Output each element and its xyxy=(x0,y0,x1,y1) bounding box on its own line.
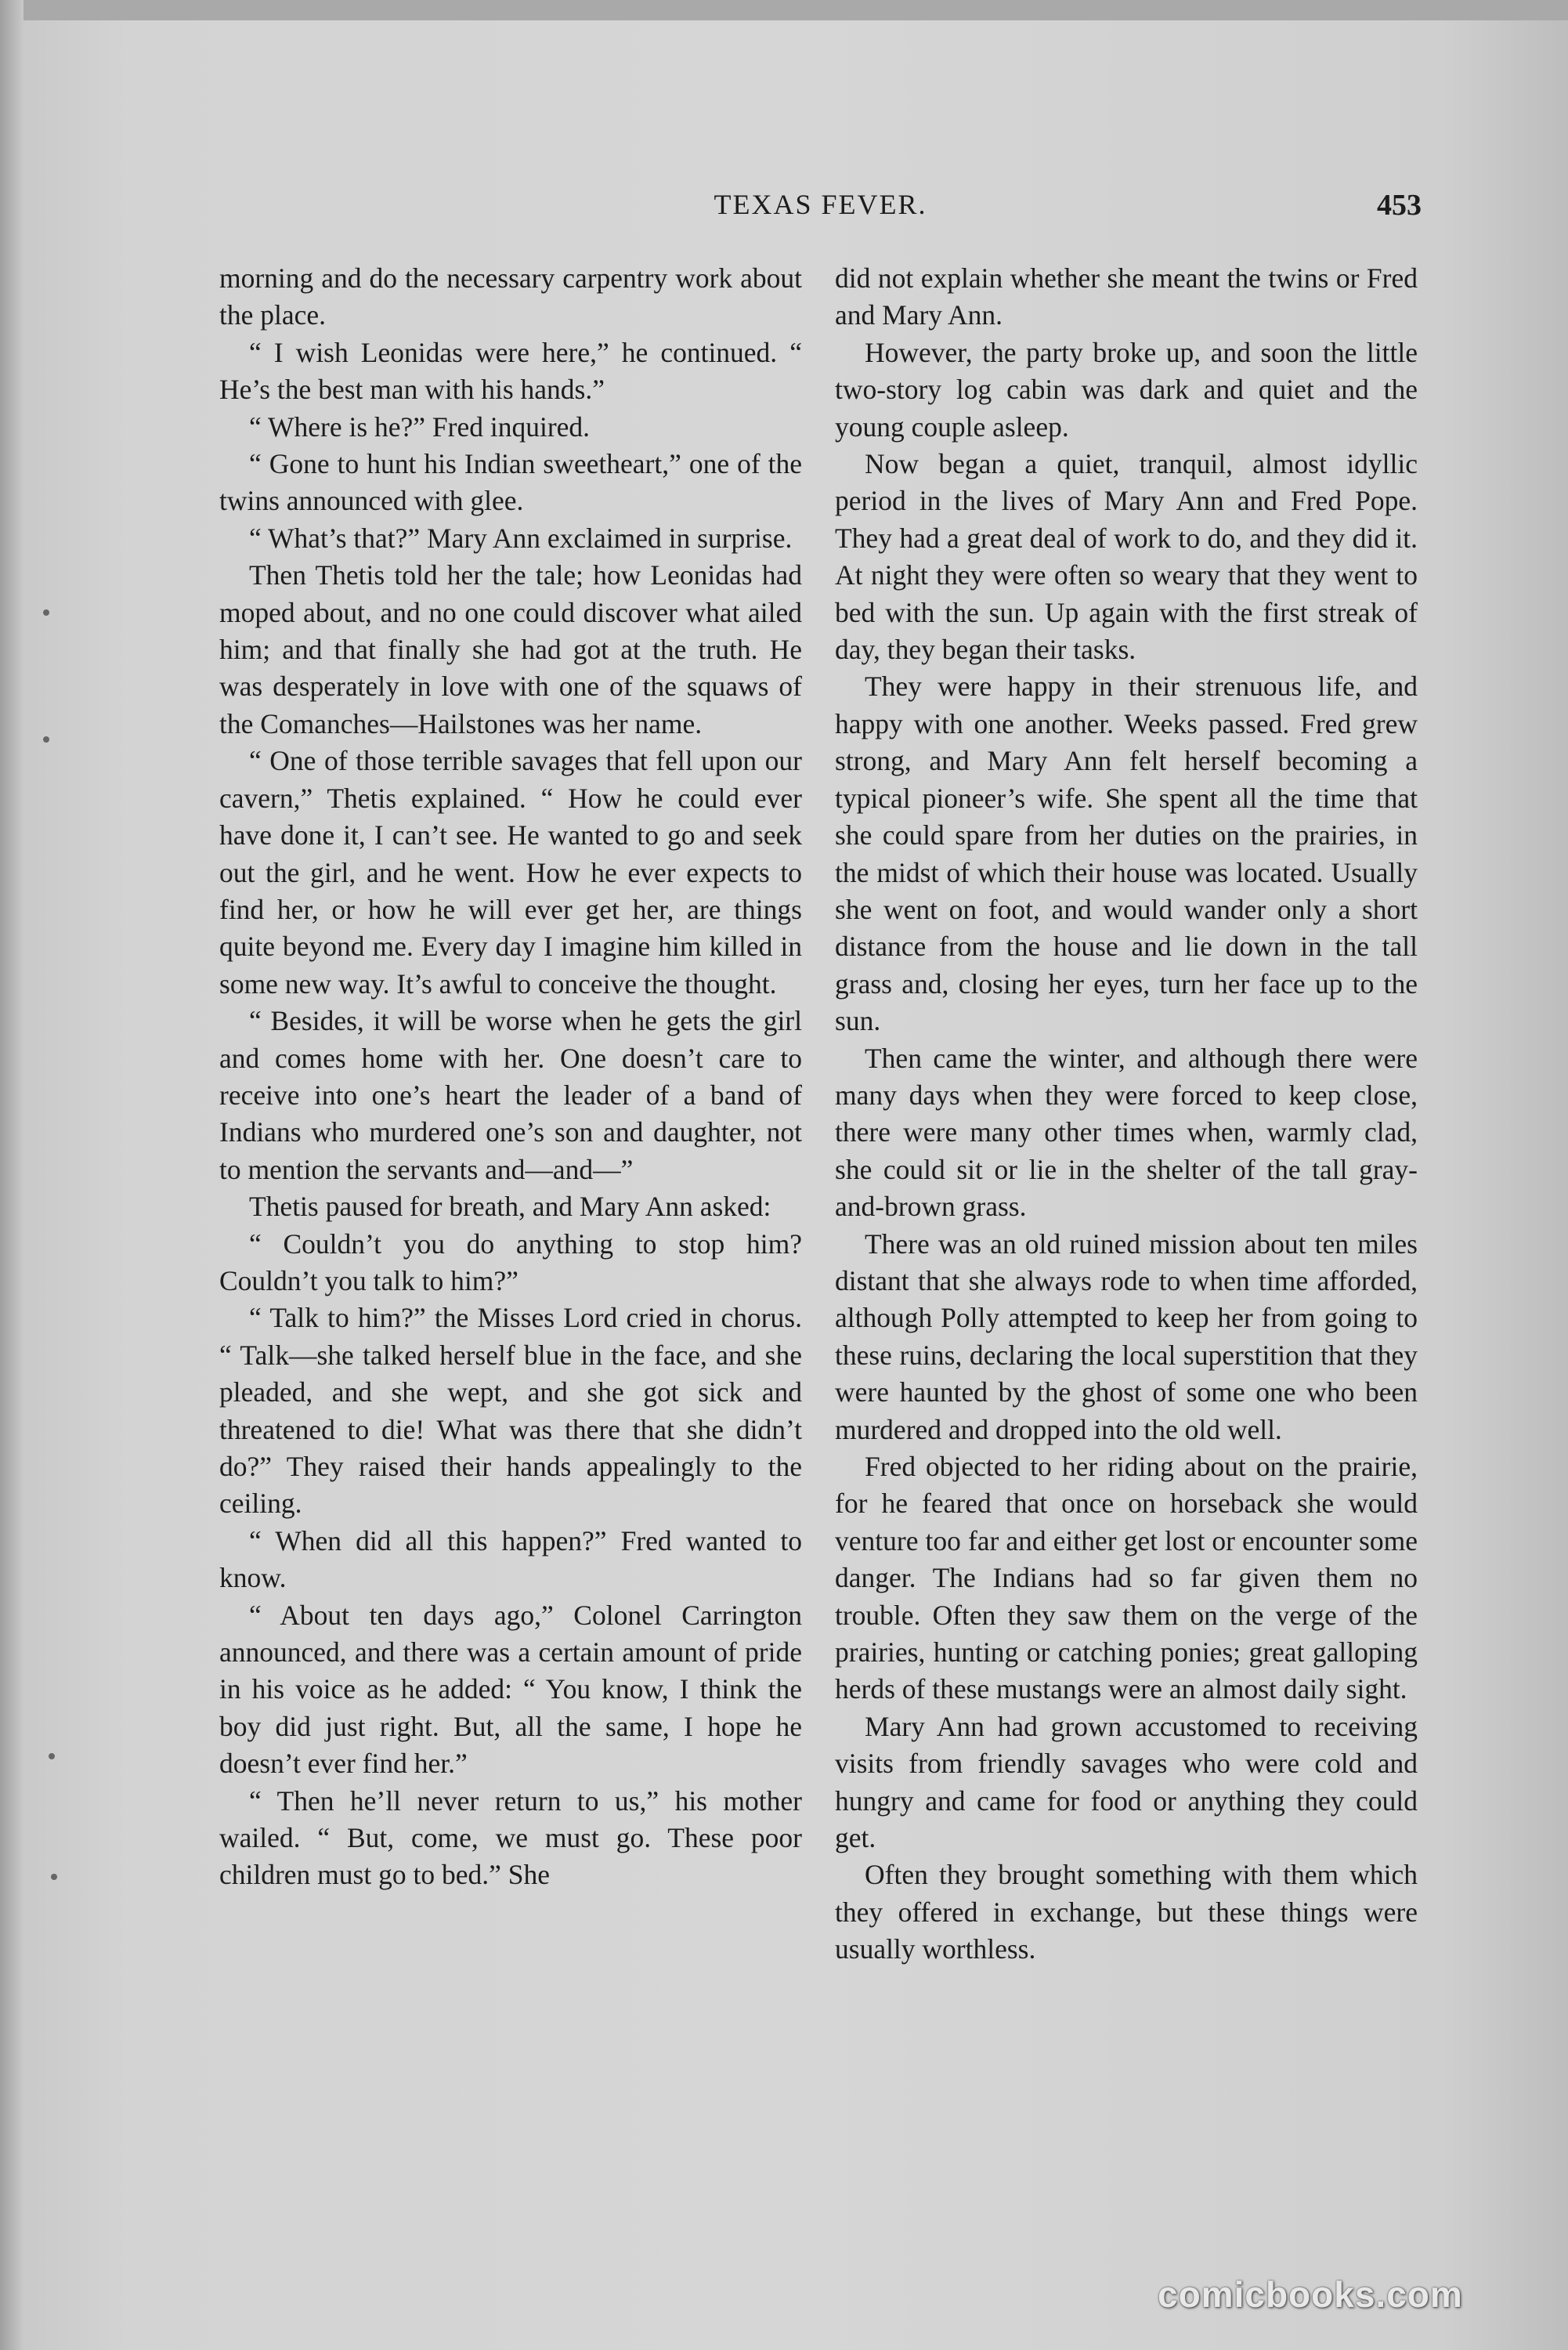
scan-speck xyxy=(43,609,49,616)
paragraph: “ Then he’ll never return to us,” his mother wailed. “ But, come, we must go. These poor children must go to bed.” She xyxy=(219,1784,802,1891)
paragraph: Often they brought something with them which they offered in exchange, but these things were usually worthless. xyxy=(835,1859,1418,1965)
paragraph: Mary Ann had grown accustomed to receiving visits from friendly savages who were cold and hungry and came for food or anything they could get. xyxy=(835,1710,1418,1854)
page-top-edge xyxy=(0,0,1568,20)
paragraph: There was an old ruined mission about ten miles distant that she always rode to when time afforded, although Polly attempted to keep her from going to these ruins, declaring the local superstition that they were haunted by the ghost of some one who been murdered and dropped into the old well. xyxy=(835,1227,1418,1445)
watermark-logo: comicbooks.com xyxy=(1158,2274,1463,2315)
paragraph: They were happy in their strenuous life, and happy with one another. Weeks passed. Fred grew strong, and Mary Ann felt herself becoming a typical pioneer’s wife. She spent all the time that she could spare from her duties on the prairies, in the midst of which their house was located. Usually she went on foot, and would wander only a short distance from the house and lie down in the tall grass and, closing her eyes, turn her face up to the sun. xyxy=(835,671,1418,1037)
paragraph: Then came the winter, and although there were many days when they were forced to keep close, there were many other times when, warmly clad, she could sit or lie in the shelter of the tall gray-and-brown grass. xyxy=(835,1042,1418,1223)
paragraph: “ I wish Leonidas were here,” he continued. “ He’s the best man with his hands.” xyxy=(219,336,802,406)
paragraph: Fred objected to her riding about on the prairie, for he feared that once on horseback she would venture too far and either get lost or encounter some danger. The Indians had so far given them no trouble. Often they saw them on the verge of the prairies, hunting or catching ponies; great galloping herds of these mustangs were an almost daily sight. xyxy=(835,1451,1418,1705)
running-head xyxy=(219,188,1422,232)
paragraph: Thetis paused for breath, and Mary Ann asked: xyxy=(249,1191,771,1223)
scan-speck xyxy=(49,1753,55,1759)
scan-speck xyxy=(43,736,49,743)
paragraph: did not explain whether she meant the twins or Fred and Mary Ann. xyxy=(835,262,1418,331)
running-title: TEXAS FEVER. xyxy=(714,189,927,220)
paragraph: “ Couldn’t you do anything to stop him? Couldn’t you talk to him?” xyxy=(219,1227,802,1296)
paragraph: “ Gone to hunt his Indian sweetheart,” one of the twins announced with glee. xyxy=(219,448,802,517)
page-number: 453 xyxy=(1377,189,1422,222)
paragraph: “ Besides, it will be worse when he gets the girl and comes home with her. One doesn’t care to receive into one’s heart the leader of a band of Indians who murdered one’s son and daughter, not to mention the servants and—and—” xyxy=(219,1005,802,1185)
paragraph: Then Thetis told her the tale; how Leonidas had moped about, and no one could discover what ailed him; and that finally she had got at the truth. He was desperately in love with one of the squaws of the Comanches—Hailstones was her name. xyxy=(219,559,802,739)
scan-speck xyxy=(51,1874,57,1880)
left-column xyxy=(219,260,802,1894)
paragraph: “ Talk to him?” the Misses Lord cried in chorus. “ Talk—she talked herself blue in the face, and she pleaded, and she wept, and she got sick and threatened to die! What was there that she didn’t do?” They raised their hands appealingly to the ceiling. xyxy=(219,1302,802,1520)
paragraph: “ Where is he?” Fred inquired. xyxy=(249,410,591,443)
paragraph: “ What’s that?” Mary Ann exclaimed in surprise. xyxy=(249,522,793,554)
paragraph: Now began a quiet, tranquil, almost idyllic period in the lives of Mary Ann and Fred Pope. They had a great deal of work to do, and they did it. At night they were often so weary that they went to bed with the sun. Up again with the first streak of day, they began their tasks. xyxy=(835,448,1418,666)
paragraph: However, the party broke up, and soon the little two-story log cabin was dark and quiet and the young couple asleep. xyxy=(835,336,1418,443)
paragraph: “ About ten days ago,” Colonel Carrington announced, and there was a certain amount of pride in his voice as he added: “ You know, I think the boy did just right. But, all the same, I hope he doesn’t ever find her.” xyxy=(219,1599,802,1780)
paragraph: “ One of those terrible savages that fell upon our cavern,” Thetis explained. “ How he could ever have done it, I can’t see. He wanted to go and seek out the girl, and he went. How he ever expects to find her, or how he will ever get her, are things quite beyond me. Every day I imagine him killed in some new way. It’s awful to conceive the thought. xyxy=(219,745,802,1000)
right-column xyxy=(835,260,1418,1969)
paragraph: morning and do the necessary carpentry work about the place. xyxy=(219,262,802,331)
paragraph: “ When did all this happen?” Fred wanted to know. xyxy=(219,1524,802,1594)
page-left-edge xyxy=(0,0,23,2350)
